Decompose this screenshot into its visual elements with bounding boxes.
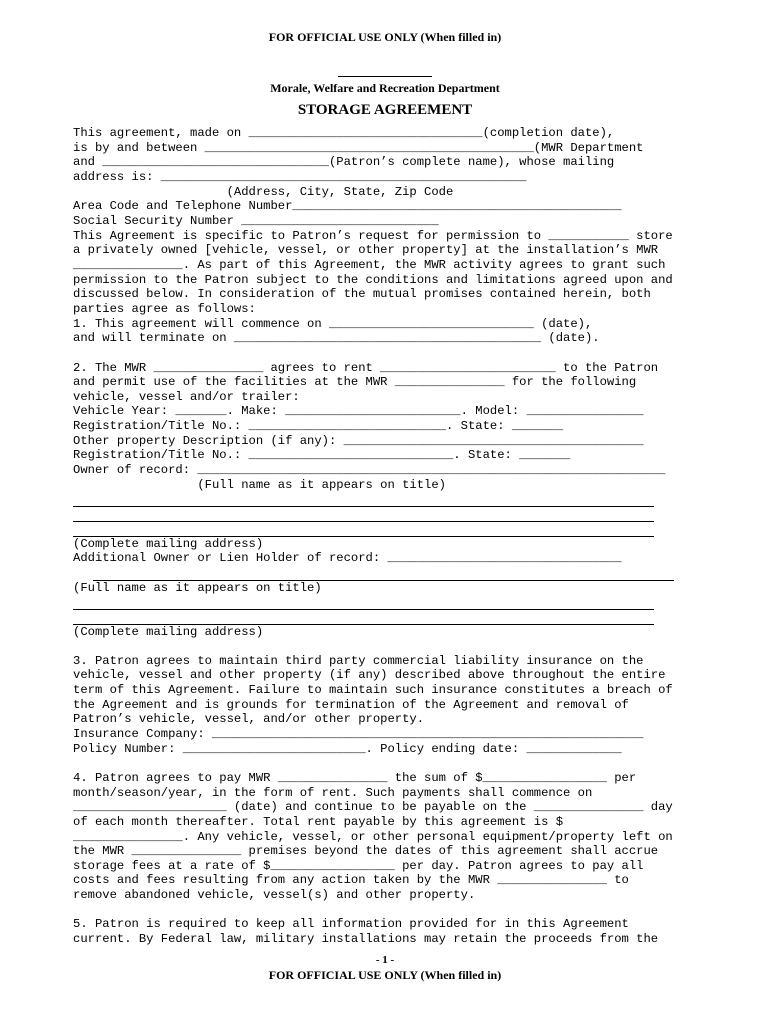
agreement-line[interactable]: is by and between _____________________________________________(MWR Department [73,141,644,155]
official-use-footer: FOR OFFICIAL USE ONLY (When filled in) [268,968,502,982]
department-name: Morale, Welfare and Recreation Department [270,81,500,95]
agreement-line: (Complete mailing address) [73,625,264,639]
agreement-line[interactable]: address is: __________________________________________________ [73,170,527,184]
owner-address-line[interactable] [73,521,654,522]
agreement-line[interactable]: Insurance Company: ___________________________________________________________ [73,727,644,741]
agreement-line[interactable]: _____________________ (date) and continue to be payable on the _______________ day [73,800,673,814]
agreement-line: the Agreement and is grounds for termination of the Agreement and removal of [73,698,629,712]
agreement-line[interactable]: Additional Owner or Lien Holder of record: ________________________________ [73,551,622,565]
agreement-line[interactable]: 4. Patron agrees to pay MWR _______________ the sum of $_________________ per [73,771,637,785]
document-title: STORAGE AGREEMENT [297,102,473,118]
agreement-line: remove abandoned vehicle, vessel(s) and other property. [73,888,476,902]
agreement-line[interactable]: Registration/Title No.: ___________________________. State: _______ [73,419,564,433]
agreement-line: of each month thereafter. Total rent payable by this agreement is $ [73,815,564,829]
official-use-header: FOR OFFICIAL USE ONLY (When filled in) [268,30,502,44]
agreement-line: 3. Patron agrees to maintain third party commercial liability insurance on the [73,654,644,668]
agreement-line[interactable]: 2. The MWR _______________ agrees to rent ________________________ to the Patron [73,361,659,375]
agreement-line[interactable]: This agreement, made on ________________________________(completion date), [73,126,615,140]
agreement-line: discussed below. In consideration of the mutual promises contained herein, both [73,287,651,301]
agreement-line: (Full name as it appears on title) [73,478,446,492]
agreement-line: vehicle, vessel and other property (if any) described above throughout the entire [73,668,666,682]
agreement-line[interactable]: Vehicle Year: _______. Make: ________________________. Model: ________________ [73,404,644,418]
agreement-line[interactable]: Policy Number: _________________________. Policy ending date: _____________ [73,742,622,756]
agreement-line[interactable]: costs and fees resulting from any action taken by the MWR _______________ to [73,873,629,887]
agreement-line[interactable]: Area Code and Telephone Number_____________________________________________ [73,199,622,213]
agreement-line: current. By Federal law, military installations may retain the proceeds from the [73,932,659,946]
agreement-line[interactable]: 1. This agreement will commence on ____________________________ (date), [73,317,593,331]
agreement-line[interactable]: and permit use of the facilities at the MWR _______________ for the following [73,375,637,389]
agreement-line: parties agree as follows: [73,302,256,316]
agreement-line[interactable]: and will terminate on __________________________________________ (date). [73,331,600,345]
agreement-line[interactable]: and _______________________________(Patron’s complete name), whose mailing [73,155,615,169]
agreement-line: a privately owned [vehicle, vessel, or other property] at the installation’s MWR [73,243,659,257]
agreement-line: (Address, City, State, Zip Code [73,185,454,199]
lien-holder-name-line[interactable] [93,580,674,581]
agreement-line: vehicle, vessel and/or trailer: [73,390,300,404]
agreement-line: (Complete mailing address) [73,537,264,551]
agreement-line[interactable]: This Agreement is specific to Patron’s request for permission to ___________ store [73,229,673,243]
agreement-line: term of this Agreement. Failure to maintain such insurance constitutes a breach of [73,683,673,697]
agreement-line[interactable]: Social Security Number ___________________________ [73,214,439,228]
agreement-line: permission to the Patron subject to the conditions and limitations agreed upon and [73,273,673,287]
agreement-line[interactable]: Other property Description (if any): _________________________________________ [73,434,644,448]
agreement-line[interactable]: storage fees at a rate of $_________________ per day. Patron agrees to pay all [73,859,644,873]
owner-address-line[interactable] [73,506,654,507]
agreement-line[interactable]: the MWR _______________ premises beyond the dates of this agreement shall accrue [73,844,659,858]
agreement-line[interactable]: Owner of record: ________________________________________________________________ [73,463,666,477]
lien-holder-address-line[interactable] [73,624,654,625]
agreement-line: Patron’s vehicle, vessel, and/or other property. [73,712,425,726]
agreement-line[interactable]: Registration/Title No.: ____________________________. State: _______ [73,448,571,462]
agreement-line[interactable]: _______________. Any vehicle, vessel, or other personal equipment/property left on [73,830,673,844]
agreement-line: 5. Patron is required to keep all information provided for in this Agreement [73,917,629,931]
lien-holder-address-line[interactable] [73,609,654,610]
header-rule [338,76,432,77]
owner-address-line[interactable] [73,536,654,537]
agreement-line: (Full name as it appears on title) [73,581,322,595]
page-number: - 1 - [375,954,395,966]
agreement-line: month/season/year, in the form of rent. Such payments shall commence on [73,786,593,800]
agreement-line[interactable]: _______________. As part of this Agreement, the MWR activity agrees to grant such [73,258,666,272]
